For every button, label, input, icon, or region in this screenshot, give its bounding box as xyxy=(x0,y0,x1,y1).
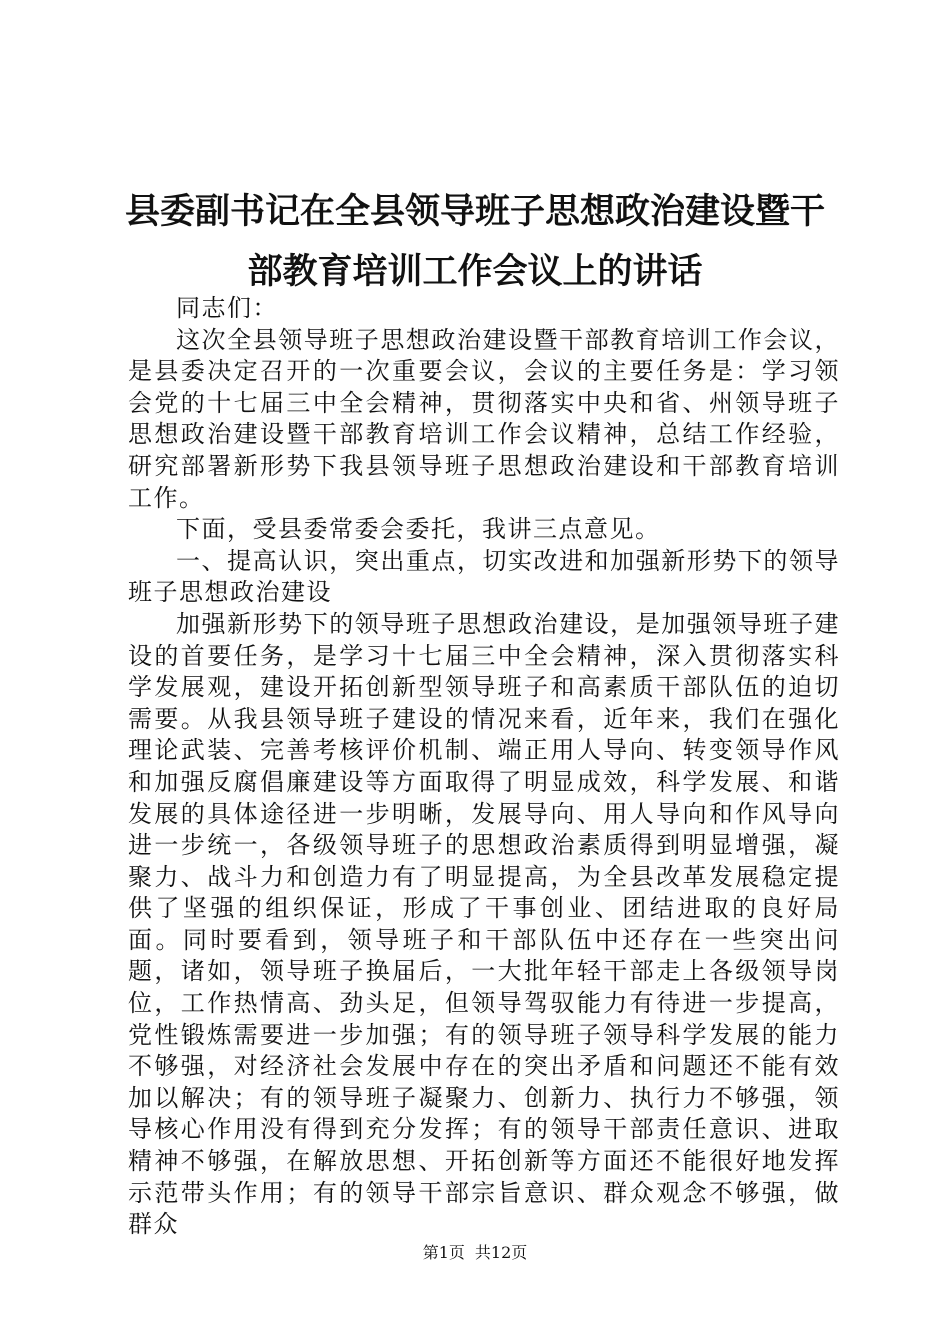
document-title: 县委副书记在全县领导班子思想政治建设暨干部教育培训工作会议上的讲话 xyxy=(124,191,825,292)
page-number: 第1页 xyxy=(422,1243,465,1262)
page-total: 共12页 xyxy=(474,1243,528,1262)
document-body xyxy=(128,293,840,1241)
salutation-paragraph: 同志们： xyxy=(176,294,278,322)
body-paragraph: 下面，受县委常委会委托，我讲三点意见。 xyxy=(176,515,661,544)
page-footer xyxy=(0,1242,950,1264)
body-paragraph: 这次全县领导班子思想政治建设暨干部教育培训工作会议，是县委决定召开的一次重要会议，会议的主要任务是：学习领会党的十七届三中全会精神，贯彻落实中央和省、州领导班子思想政治建设暨干部教育培训工作会议精神，总结工作经验，研究部署新形势下我县领导班子思想政治建设和干部教育培训工作。 xyxy=(128,325,840,512)
body-paragraph: 加强新形势下的领导班子思想政治建设，是加强领导班子建设的首要任务，是学习十七届三中全会精神，深入贯彻落实科学发展观，建设开拓创新型领导班子和高素质干部队伍的迫切需要。从我县领导班子建设的情况来看，近年来，我们在强化理论武装、完善考核评价机制、端正用人导向、转变领导作风和加强反腐倡廉建设等方面取得了明显成效，科学发展、和谐发展的具体途径进一步明晰，发展导向、用人导向和作风导向进一步统一，各级领导班子的思想政治素质得到明显增强，凝聚力、战斗力和创造力有了明显提高，为全县改革发展稳定提供了坚强的组织保证，形成了干事创业、团结进取的良好局面。同时要看到，领导班子和干部队伍中还存在一些突出问题，诸如，领导班子换届后，一大批年轻干部走上各级领导岗位，工作热情高、劲头足，但领导驾驭能力有待进一步提高，党性锻炼需要进一步加强；有的领导班子领导科学发展的能力不够强，对经济社会发展中存在的突出矛盾和问题还不能有效加以解决；有的领导班子凝聚力、创新力、执行力不够强，领导核心作用没有得到充分发挥；有的领导干部责任意识、进取精神不够强，在解放思想、开拓创新等方面还不能很好地发挥示范带头作用；有的领导干部宗旨意识、群众观念不够强，做群众 xyxy=(128,609,840,1239)
section-heading: 一、提高认识，突出重点，切实改进和加强新形势下的领导班子思想政治建设 xyxy=(128,546,840,607)
